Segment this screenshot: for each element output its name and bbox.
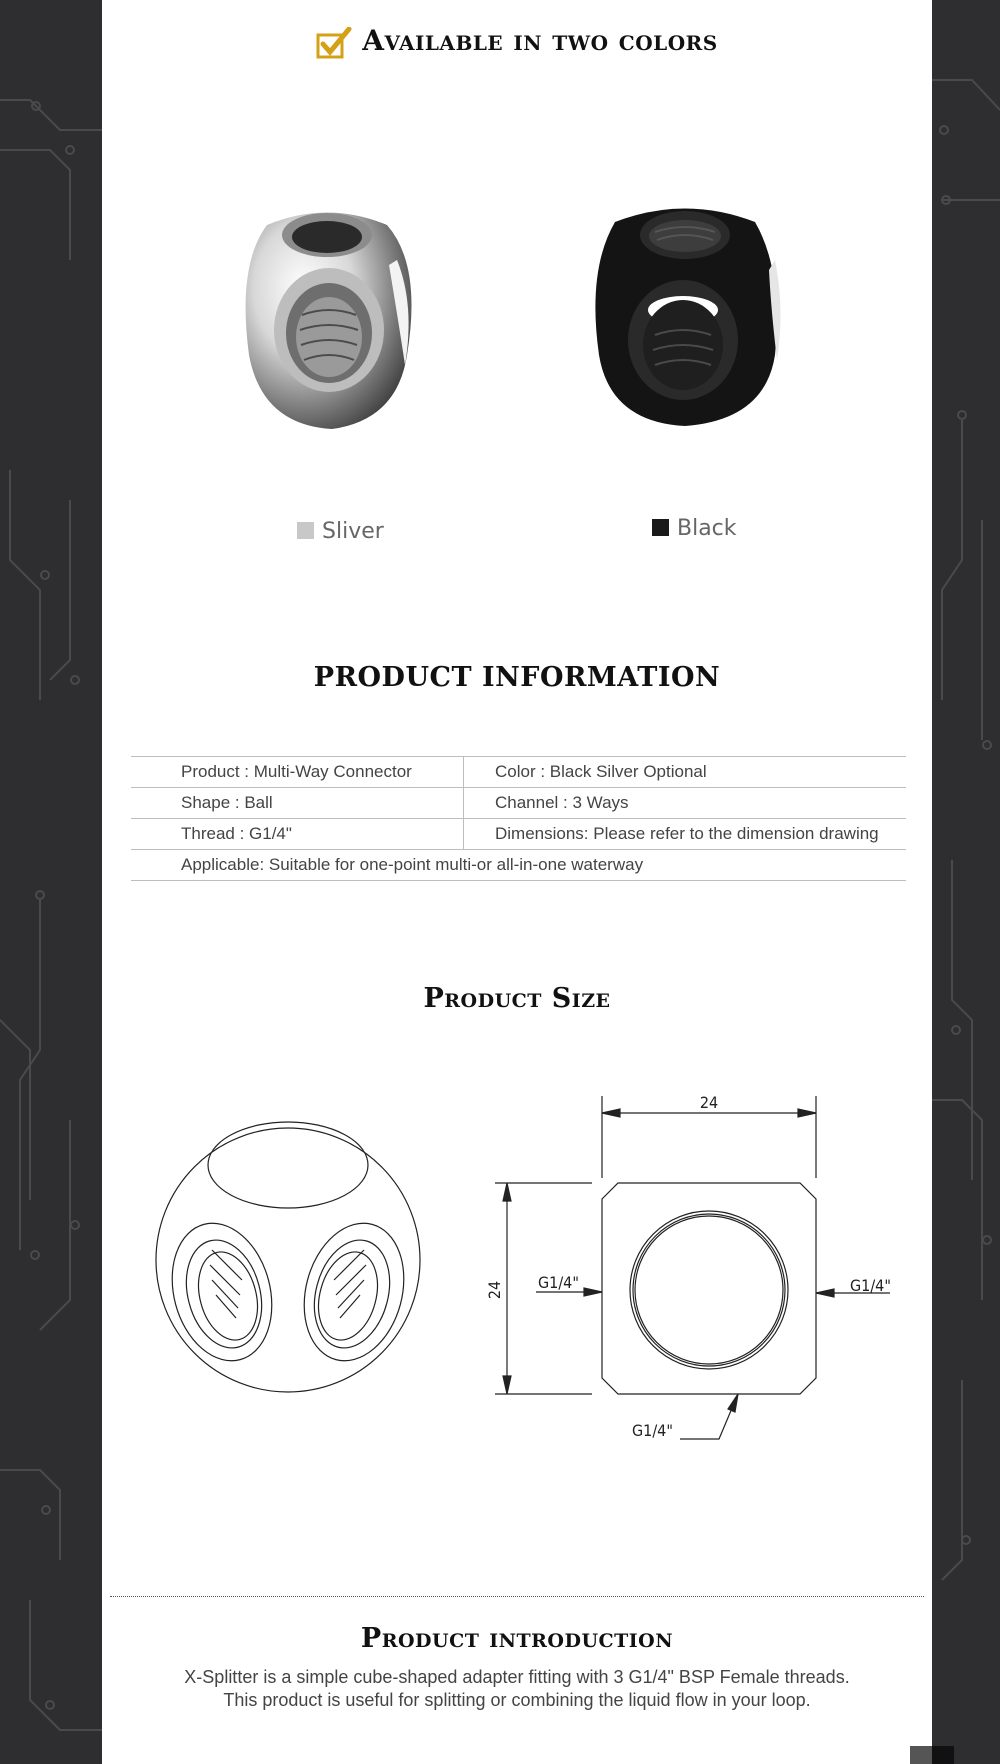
swatch-silver (297, 519, 384, 544)
spec-dimensions: Dimensions: Please refer to the dimension drawing (464, 819, 907, 850)
spec-shape: Shape : Ball (131, 788, 464, 819)
circuit-pattern-icon (0, 0, 102, 1764)
introduction-line-2: This product is useful for splitting or combining the liquid flow in your loop. (223, 1690, 811, 1710)
thread-right-label: G1/4" (850, 1276, 891, 1295)
black-swatch-icon (652, 519, 669, 536)
table-row (131, 757, 906, 788)
product-size-title: Product Size (423, 983, 611, 1014)
spec-product: Product : Multi-Way Connector (131, 757, 464, 788)
colors-section-title-row (102, 24, 932, 59)
dimension-drawing (102, 1080, 932, 1460)
spec-applicable: Applicable: Suitable for one-point multi-or all-in-one waterway (131, 850, 906, 881)
table-row (131, 819, 906, 850)
thread-bottom-label: G1/4" (632, 1421, 673, 1440)
left-circuit-background (0, 0, 102, 1764)
cube-front-view (495, 1096, 890, 1439)
introduction-line-1: X-Splitter is a simple cube-shaped adapter fitting with 3 G1/4" BSP Female threads. (184, 1667, 850, 1687)
colors-section-title: Available in two colors (362, 24, 718, 57)
black-connector-image (585, 200, 785, 430)
table-row (131, 850, 906, 881)
swatch-silver-label: Sliver (322, 519, 384, 544)
silver-swatch-icon (297, 522, 314, 539)
spec-thread: Thread : G1/4" (131, 819, 464, 850)
product-information-title: PRODUCT INFORMATION (313, 662, 721, 693)
content-panel (102, 0, 932, 1764)
spec-channel: Channel : 3 Ways (464, 788, 907, 819)
right-circuit-background (932, 0, 1000, 1764)
scroll-corner-block-dark (932, 1746, 954, 1764)
silver-connector-image (237, 205, 417, 435)
spec-color: Color : Black Silver Optional (464, 757, 907, 788)
swatch-black-label: Black (677, 516, 737, 541)
checkbox-check-icon (316, 27, 352, 59)
specifications-table (131, 756, 906, 881)
swatch-black (652, 516, 737, 541)
product-introduction-title: Product introduction (360, 1623, 674, 1654)
dim-height-label: 24 (485, 1280, 504, 1300)
scroll-corner-block (910, 1746, 932, 1764)
table-row (131, 788, 906, 819)
dim-width-label: 24 (699, 1093, 719, 1112)
thread-left-label: G1/4" (538, 1273, 579, 1292)
ball-perspective-drawing (156, 1122, 420, 1392)
section-divider (110, 1596, 924, 1597)
circuit-pattern-icon (932, 0, 1000, 1764)
